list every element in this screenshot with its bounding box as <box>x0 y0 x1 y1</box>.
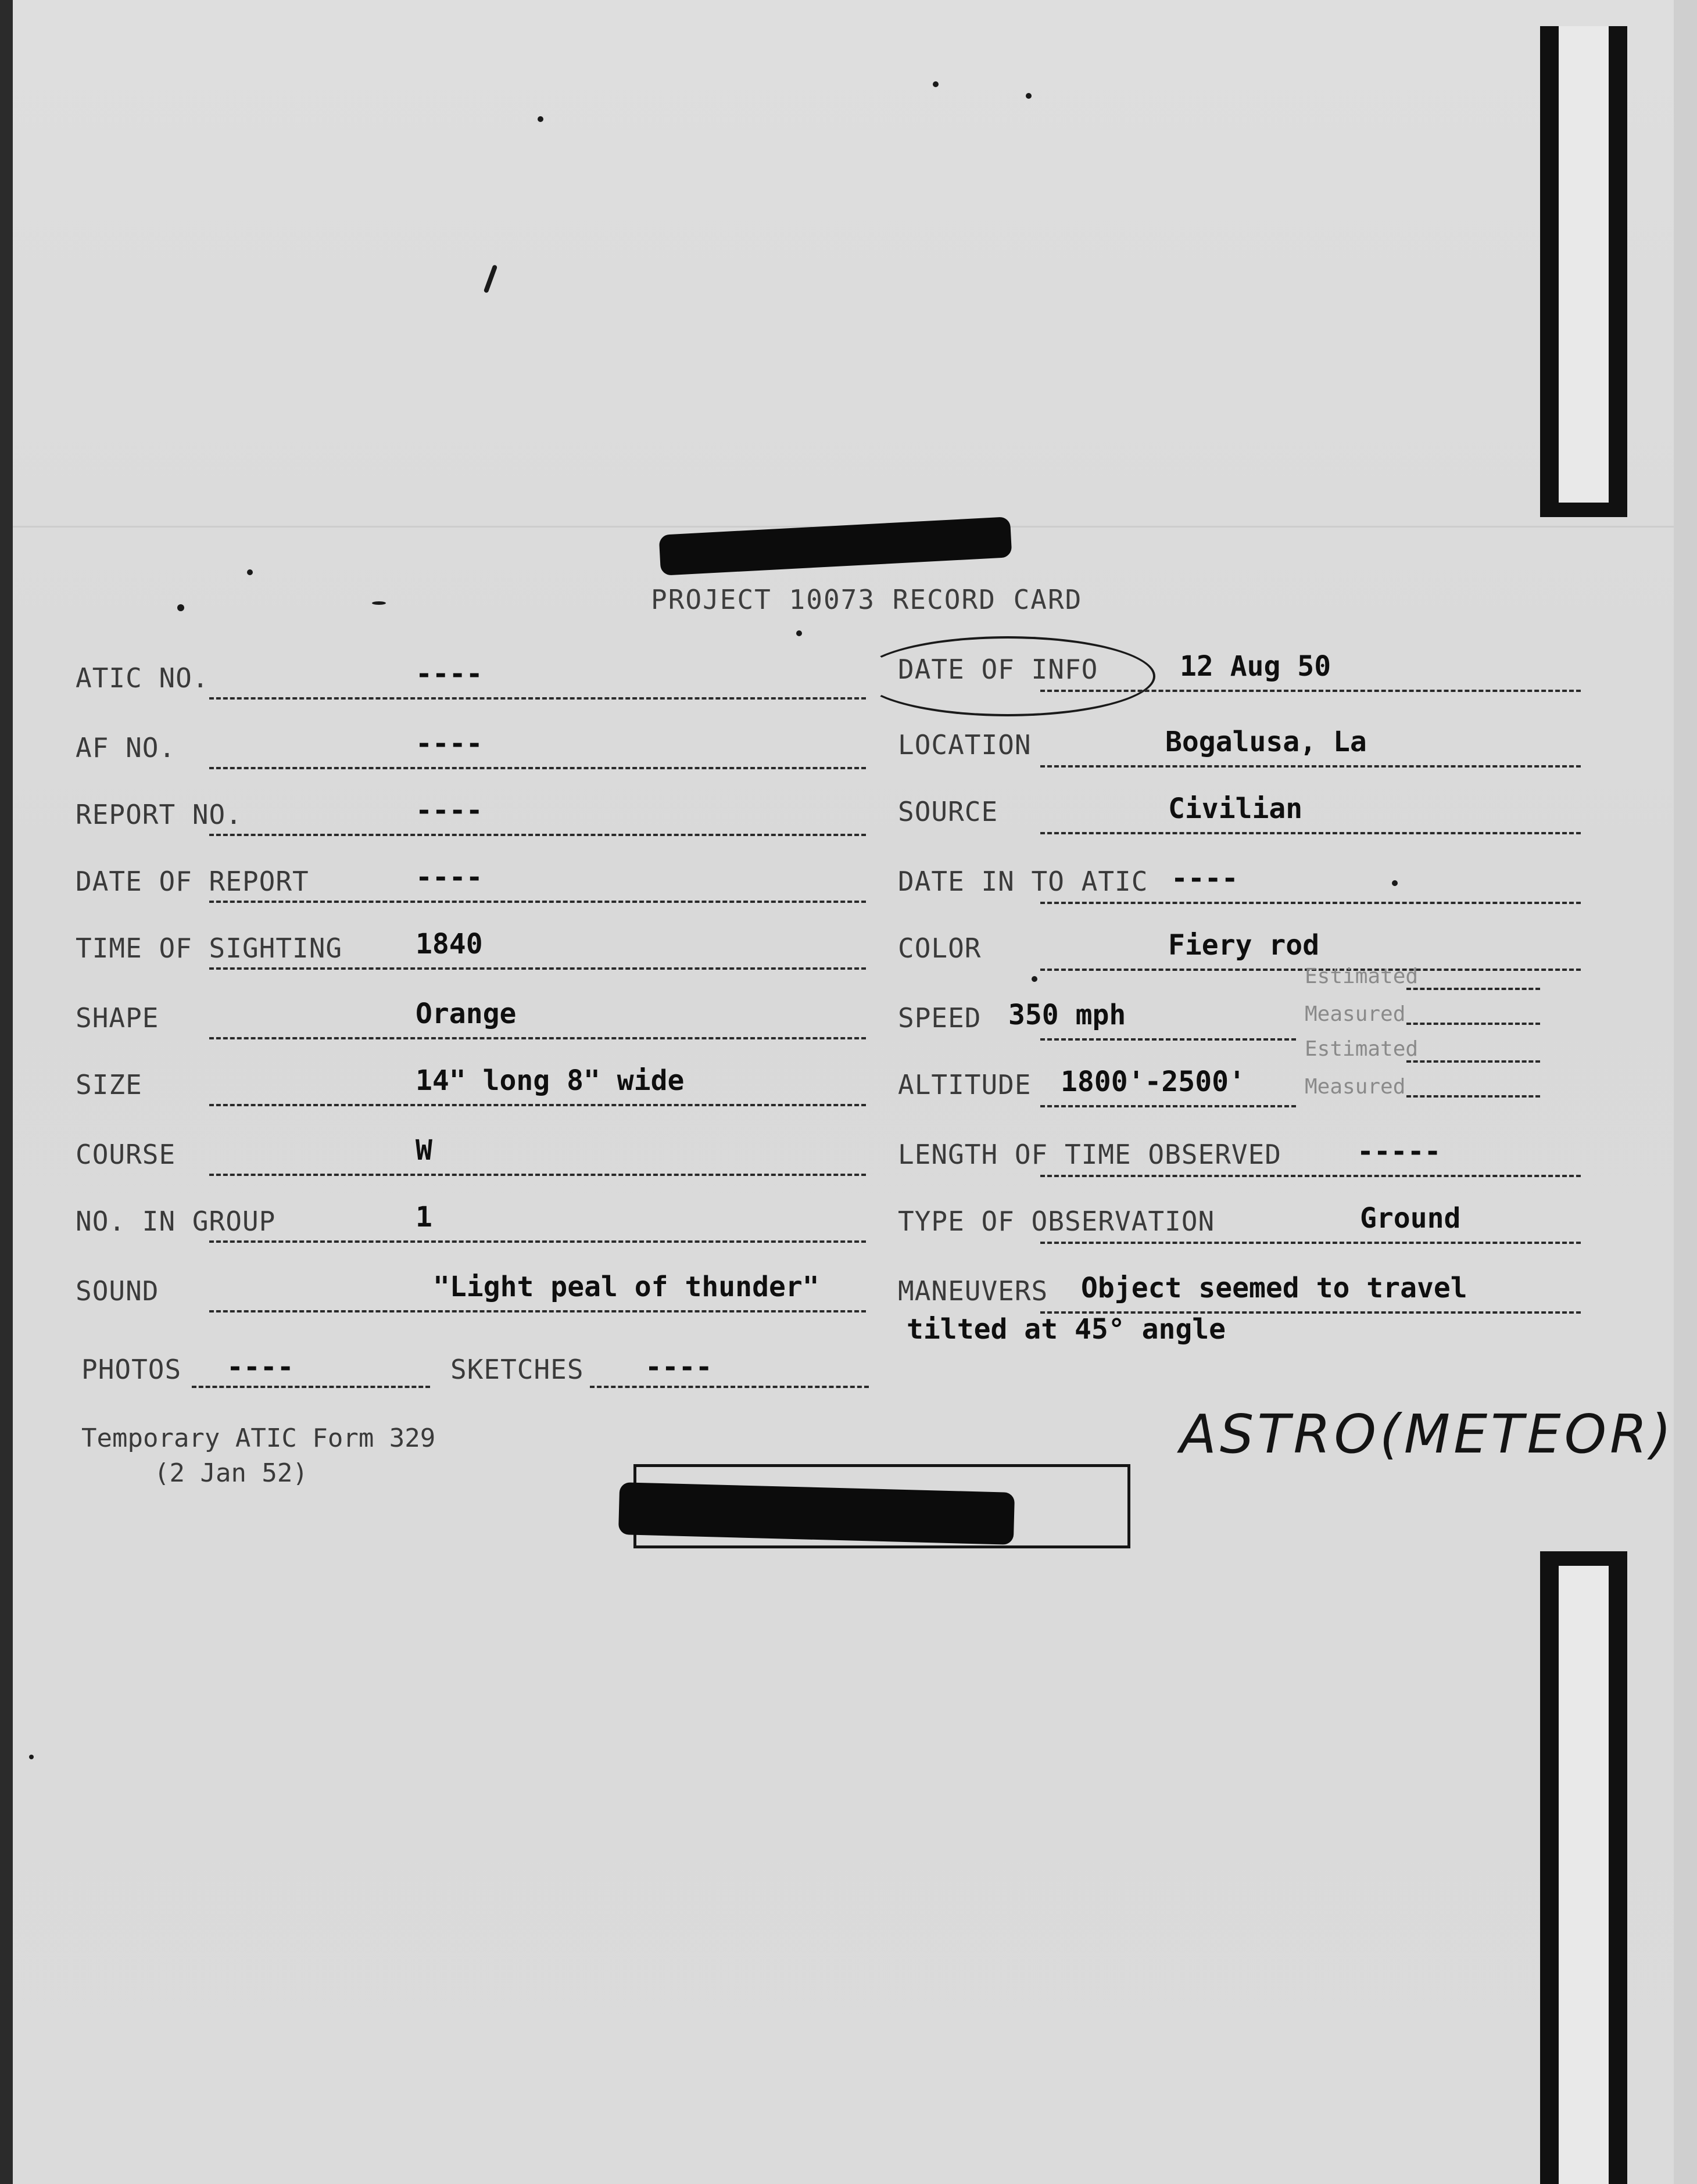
right-field-label: DATE OF INFO <box>898 654 1098 685</box>
left-field-rule <box>209 1174 866 1176</box>
left-field-label: DATE OF REPORT <box>76 866 309 897</box>
left-field-value: 1840 <box>416 928 483 960</box>
left-field-value: ---- <box>416 794 483 827</box>
right-field-label: MANEUVERS <box>898 1275 1048 1307</box>
right-field-value: ----- <box>1357 1135 1441 1168</box>
left-field-value: ---- <box>416 658 483 690</box>
right-field-label: TYPE OF OBSERVATION <box>898 1206 1215 1237</box>
left-field-value: W <box>416 1134 432 1167</box>
side-note-estimated-1: Estimated <box>1305 964 1419 988</box>
left-field-label: REPORT NO. <box>76 799 242 830</box>
scan-edge-left <box>0 0 13 2184</box>
speck <box>1032 976 1037 982</box>
left-field-label: NO. IN GROUP <box>76 1206 276 1237</box>
left-field-label: SOUND <box>76 1275 159 1307</box>
right-field-label: COLOR <box>898 933 982 964</box>
left-field-value: ---- <box>416 861 483 894</box>
photos-label: PHOTOS <box>81 1354 182 1385</box>
left-field-value: "Light peal of thunder" <box>433 1271 819 1303</box>
binder-mark-top-inner <box>1559 26 1609 503</box>
side-rule-2 <box>1406 1023 1540 1025</box>
left-field-label: TIME OF SIGHTING <box>76 933 343 964</box>
right-field-rule <box>1040 1105 1296 1107</box>
right-field-rule <box>1040 1175 1581 1177</box>
sketches-value: ---- <box>645 1351 713 1383</box>
right-field-label: LOCATION <box>898 729 1032 761</box>
speck <box>29 1755 34 1759</box>
left-field-label: SHAPE <box>76 1002 159 1034</box>
speck <box>796 630 802 636</box>
right-field-rule <box>1040 902 1581 904</box>
left-field-rule <box>209 967 866 970</box>
speck <box>177 604 184 611</box>
left-field-value: Orange <box>416 998 517 1030</box>
left-field-label: COURSE <box>76 1139 176 1170</box>
speck <box>1392 880 1398 886</box>
speck <box>1026 93 1032 99</box>
right-field-value: Civilian <box>1168 792 1303 825</box>
form-id-line1: Temporary ATIC Form 329 <box>81 1423 436 1453</box>
right-field-rule <box>1040 1242 1581 1244</box>
left-field-rule <box>209 1310 866 1312</box>
right-field-label: DATE IN TO ATIC <box>898 866 1148 897</box>
side-rule-3 <box>1406 1060 1540 1063</box>
left-field-rule <box>209 1104 866 1106</box>
binder-mark-bottom-inner <box>1559 1566 1609 2184</box>
left-field-rule <box>209 1240 866 1243</box>
right-field-rule <box>1040 1038 1296 1041</box>
left-field-label: AF NO. <box>76 732 176 763</box>
right-field-label: LENGTH OF TIME OBSERVED <box>898 1139 1281 1170</box>
form-id-line2: (2 Jan 52) <box>154 1458 308 1488</box>
handwritten-note: ASTRO(METEOR) <box>1180 1403 1675 1465</box>
left-field-rule <box>209 1037 866 1039</box>
left-field-rule <box>209 834 866 836</box>
side-note-estimated-2: Estimated <box>1305 1037 1419 1061</box>
right-field-value: Object seemed to travel <box>1081 1272 1467 1304</box>
sketches-field <box>450 1354 584 1385</box>
left-field-rule <box>209 901 866 903</box>
speck <box>247 569 253 575</box>
photos-value: ---- <box>227 1351 294 1383</box>
left-field-rule <box>209 767 866 769</box>
right-field-rule <box>1040 832 1581 834</box>
speck <box>933 81 939 87</box>
speck <box>484 264 498 293</box>
right-field-value: Fiery rod <box>1168 929 1320 962</box>
right-field-label: SPEED <box>898 1002 982 1034</box>
photos-rule <box>192 1386 430 1388</box>
right-field-value: 12 Aug 50 <box>1180 650 1331 683</box>
right-field-value: ---- <box>1171 862 1238 895</box>
left-field-value: 1 <box>416 1201 432 1233</box>
photos-field <box>81 1354 181 1385</box>
right-field-label: ALTITUDE <box>898 1069 1032 1100</box>
speck <box>538 116 543 122</box>
left-field-rule <box>209 697 866 700</box>
right-field-rule <box>1040 690 1581 692</box>
side-rule-1 <box>1406 988 1540 990</box>
right-field-label: SOURCE <box>898 796 998 827</box>
left-field-value: ---- <box>416 727 483 760</box>
sketches-rule <box>590 1386 869 1388</box>
sketches-label: SKETCHES <box>450 1354 584 1385</box>
speck <box>372 601 386 605</box>
maneuvers-value-line2: tilted at 45° angle <box>907 1313 1226 1346</box>
right-field-value: Bogalusa, La <box>1165 726 1367 758</box>
side-note-measured-2: Measured <box>1305 1075 1406 1099</box>
side-note-measured-1: Measured <box>1305 1002 1406 1026</box>
classification-redaction-bottom <box>618 1482 1015 1545</box>
right-field-value: 1800'-2500' <box>1061 1066 1245 1098</box>
left-field-label: ATIC NO. <box>76 662 209 694</box>
right-field-value: 350 mph <box>1008 999 1126 1031</box>
card-title: PROJECT 10073 RECORD CARD <box>651 584 1083 615</box>
right-field-value: Ground <box>1360 1202 1461 1235</box>
scan-edge-right <box>1674 0 1697 2184</box>
left-field-label: SIZE <box>76 1069 142 1100</box>
right-field-rule <box>1040 765 1581 768</box>
left-field-value: 14" long 8" wide <box>416 1064 685 1097</box>
side-rule-4 <box>1406 1095 1540 1098</box>
